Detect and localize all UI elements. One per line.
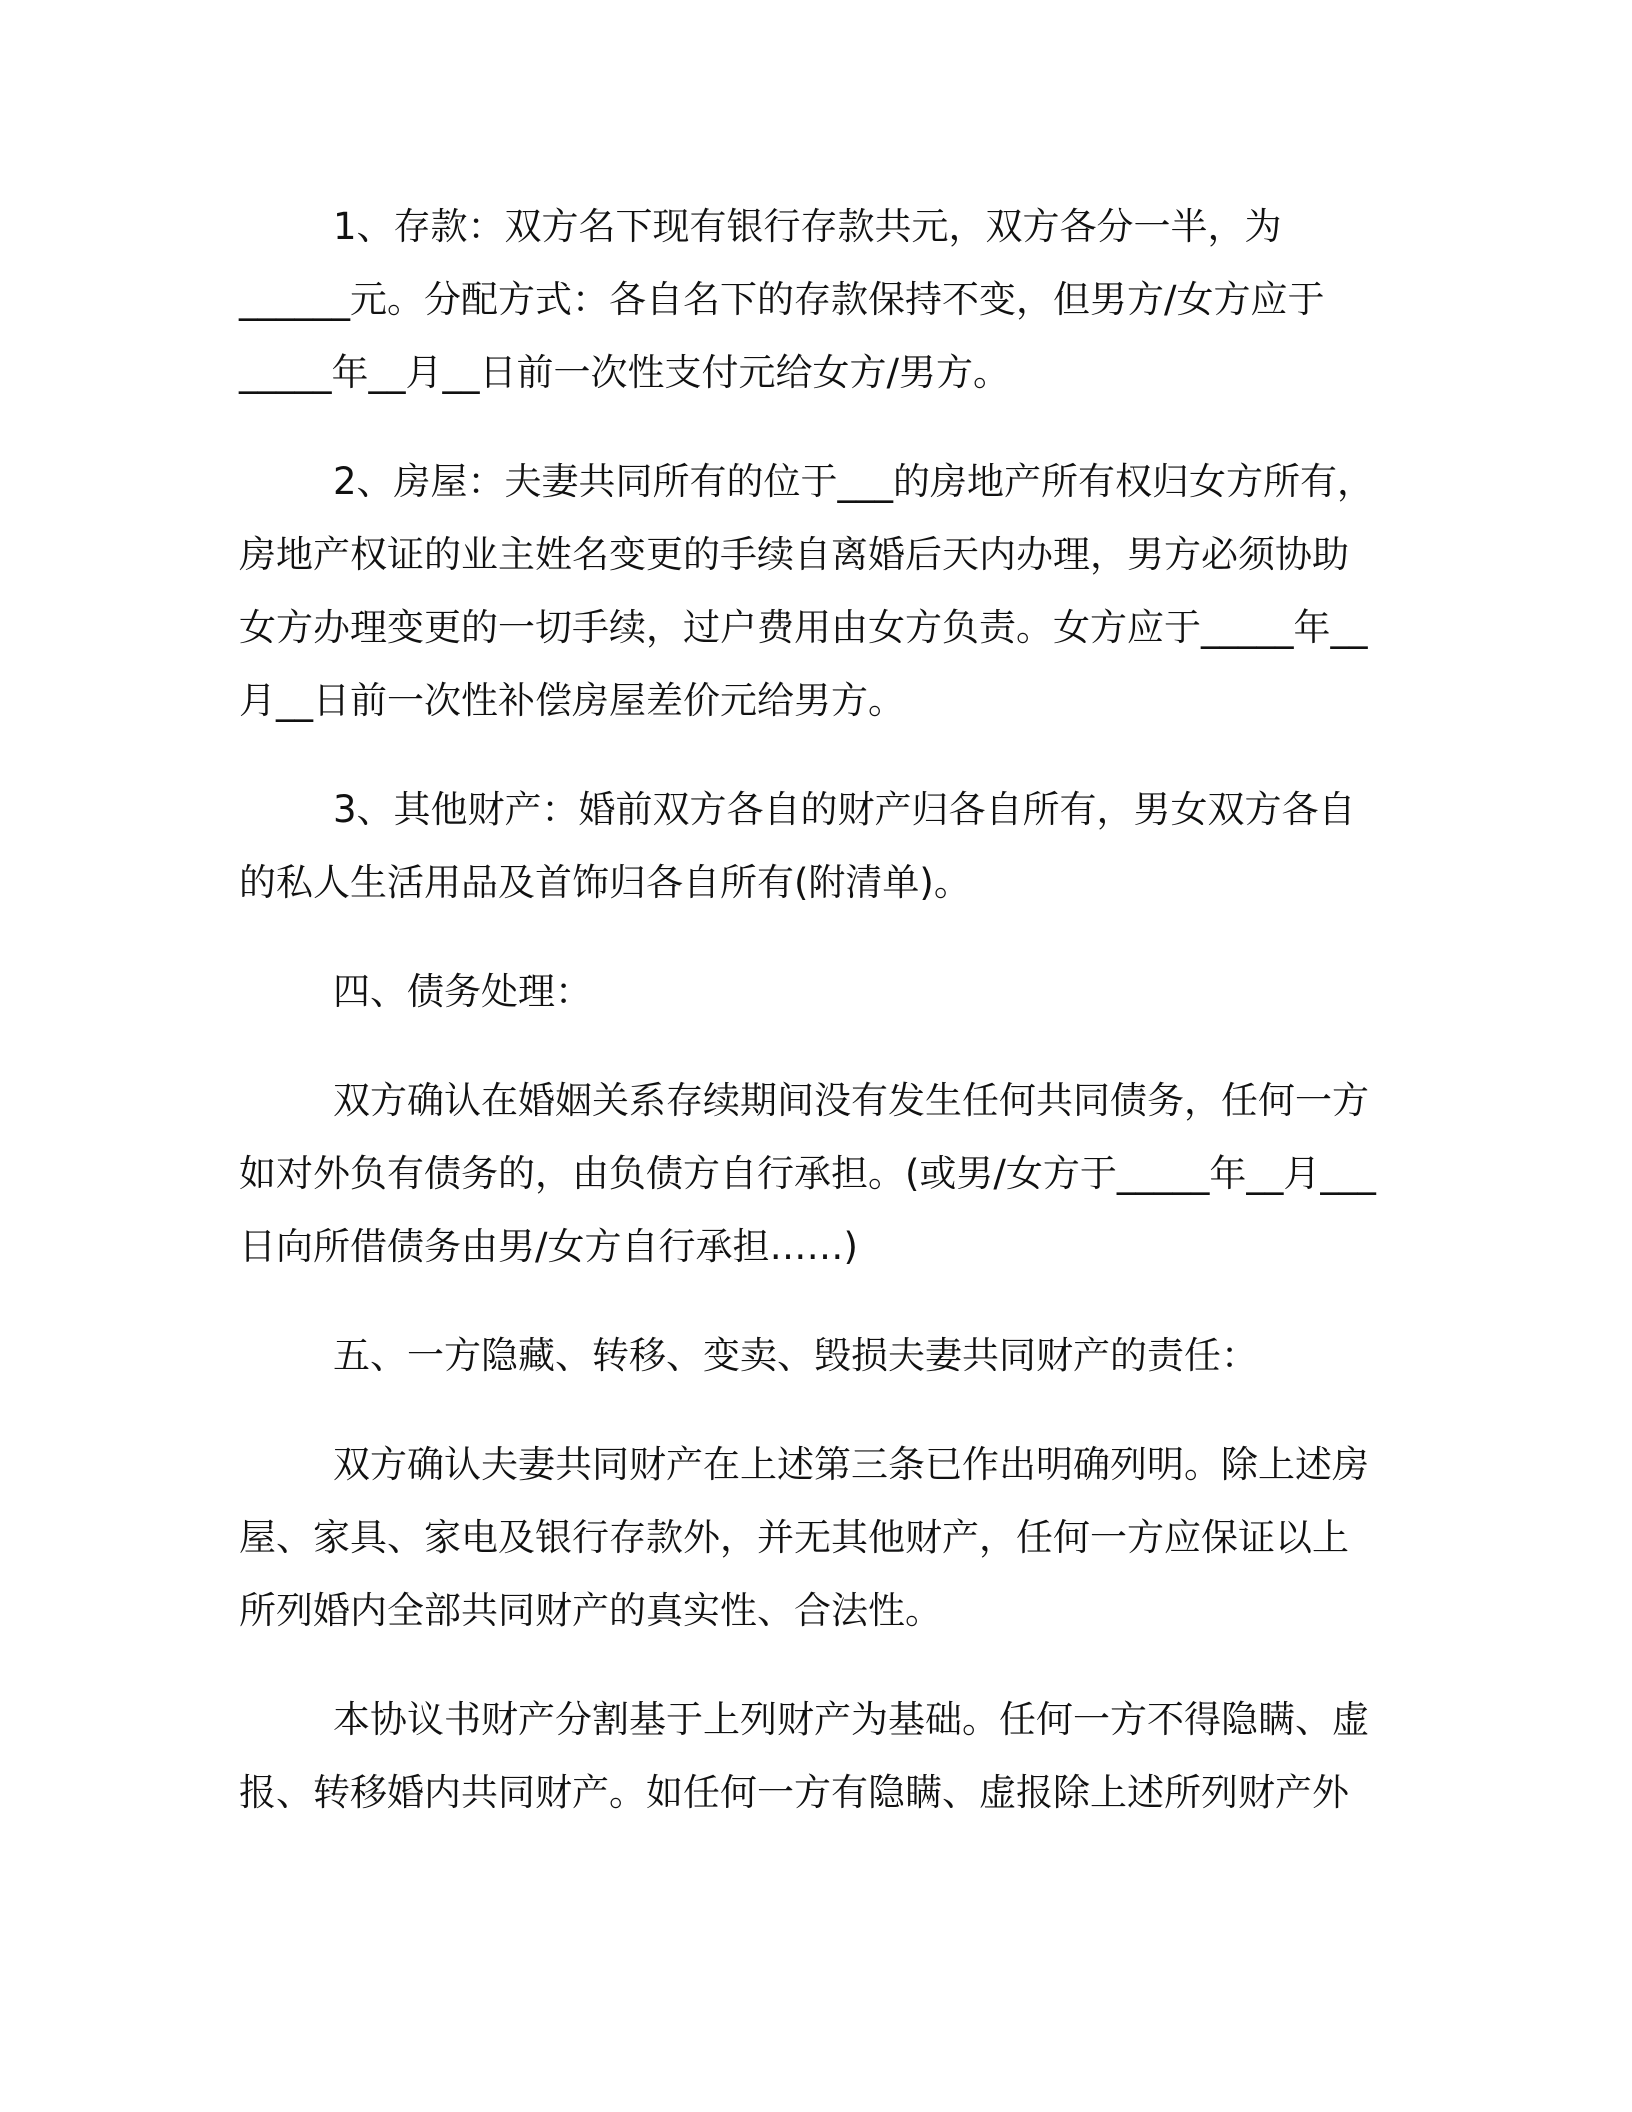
paragraph-other-property <box>239 773 1389 919</box>
text-line: 双方确认在婚姻关系存续期间没有发生任何共同债务，任何一方 <box>333 1079 1369 1122</box>
text-line: 2、房屋：夫妻共同所有的位于___的房地产所有权归女方所有， <box>333 460 1375 503</box>
section-heading-debts <box>239 955 1389 1028</box>
text-line: 屋、家具、家电及银行存款外，并无其他财产，任何一方应保证以上 <box>239 1516 1349 1559</box>
document-body <box>239 190 1389 1865</box>
text-line: 双方确认夫妻共同财产在上述第三条已作出明确列明。除上述房 <box>333 1443 1369 1486</box>
paragraph-deposits <box>239 190 1389 409</box>
text-line: 的私人生活用品及首饰归各自所有(附清单)。 <box>239 861 971 904</box>
text-line: 报、转移婚内共同财产。如任何一方有隐瞒、虚报除上述所列财产外 <box>239 1771 1349 1814</box>
text-line: _____年__月__日前一次性支付元给女方/男方。 <box>239 351 1010 394</box>
paragraph-division-basis <box>239 1683 1389 1829</box>
text-line: 1、存款：双方名下现有银行存款共元，双方各分一半，为 <box>333 205 1282 248</box>
text-line: 3、其他财产：婚前双方各自的财产归各自所有，男女双方各自 <box>333 788 1356 831</box>
paragraph-housing <box>239 445 1389 737</box>
heading-line: 五、一方隐藏、转移、变卖、毁损夫妻共同财产的责任： <box>333 1334 1258 1377</box>
text-line: 所列婚内全部共同财产的真实性、合法性。 <box>239 1589 942 1632</box>
paragraph-debts <box>239 1064 1389 1283</box>
heading-line: 四、债务处理： <box>333 970 592 1013</box>
text-line: ______元。分配方式：各自名下的存款保持不变，但男方/女方应于 <box>239 278 1325 321</box>
text-line: 月__日前一次性补偿房屋差价元给男方。 <box>239 679 905 722</box>
paragraph-joint-property <box>239 1428 1389 1647</box>
section-heading-liability <box>239 1319 1389 1392</box>
text-line: 日向所借债务由男/女方自行承担……) <box>239 1225 858 1268</box>
text-line: 本协议书财产分割基于上列财产为基础。任何一方不得隐瞒、虚 <box>333 1698 1369 1741</box>
text-line: 房地产权证的业主姓名变更的手续自离婚后天内办理，男方必须协助 <box>239 533 1349 576</box>
text-line: 女方办理变更的一切手续，过户费用由女方负责。女方应于_____年__ <box>239 606 1368 649</box>
text-line: 如对外负有债务的，由负债方自行承担。(或男/女方于_____年__月___ <box>239 1152 1376 1195</box>
